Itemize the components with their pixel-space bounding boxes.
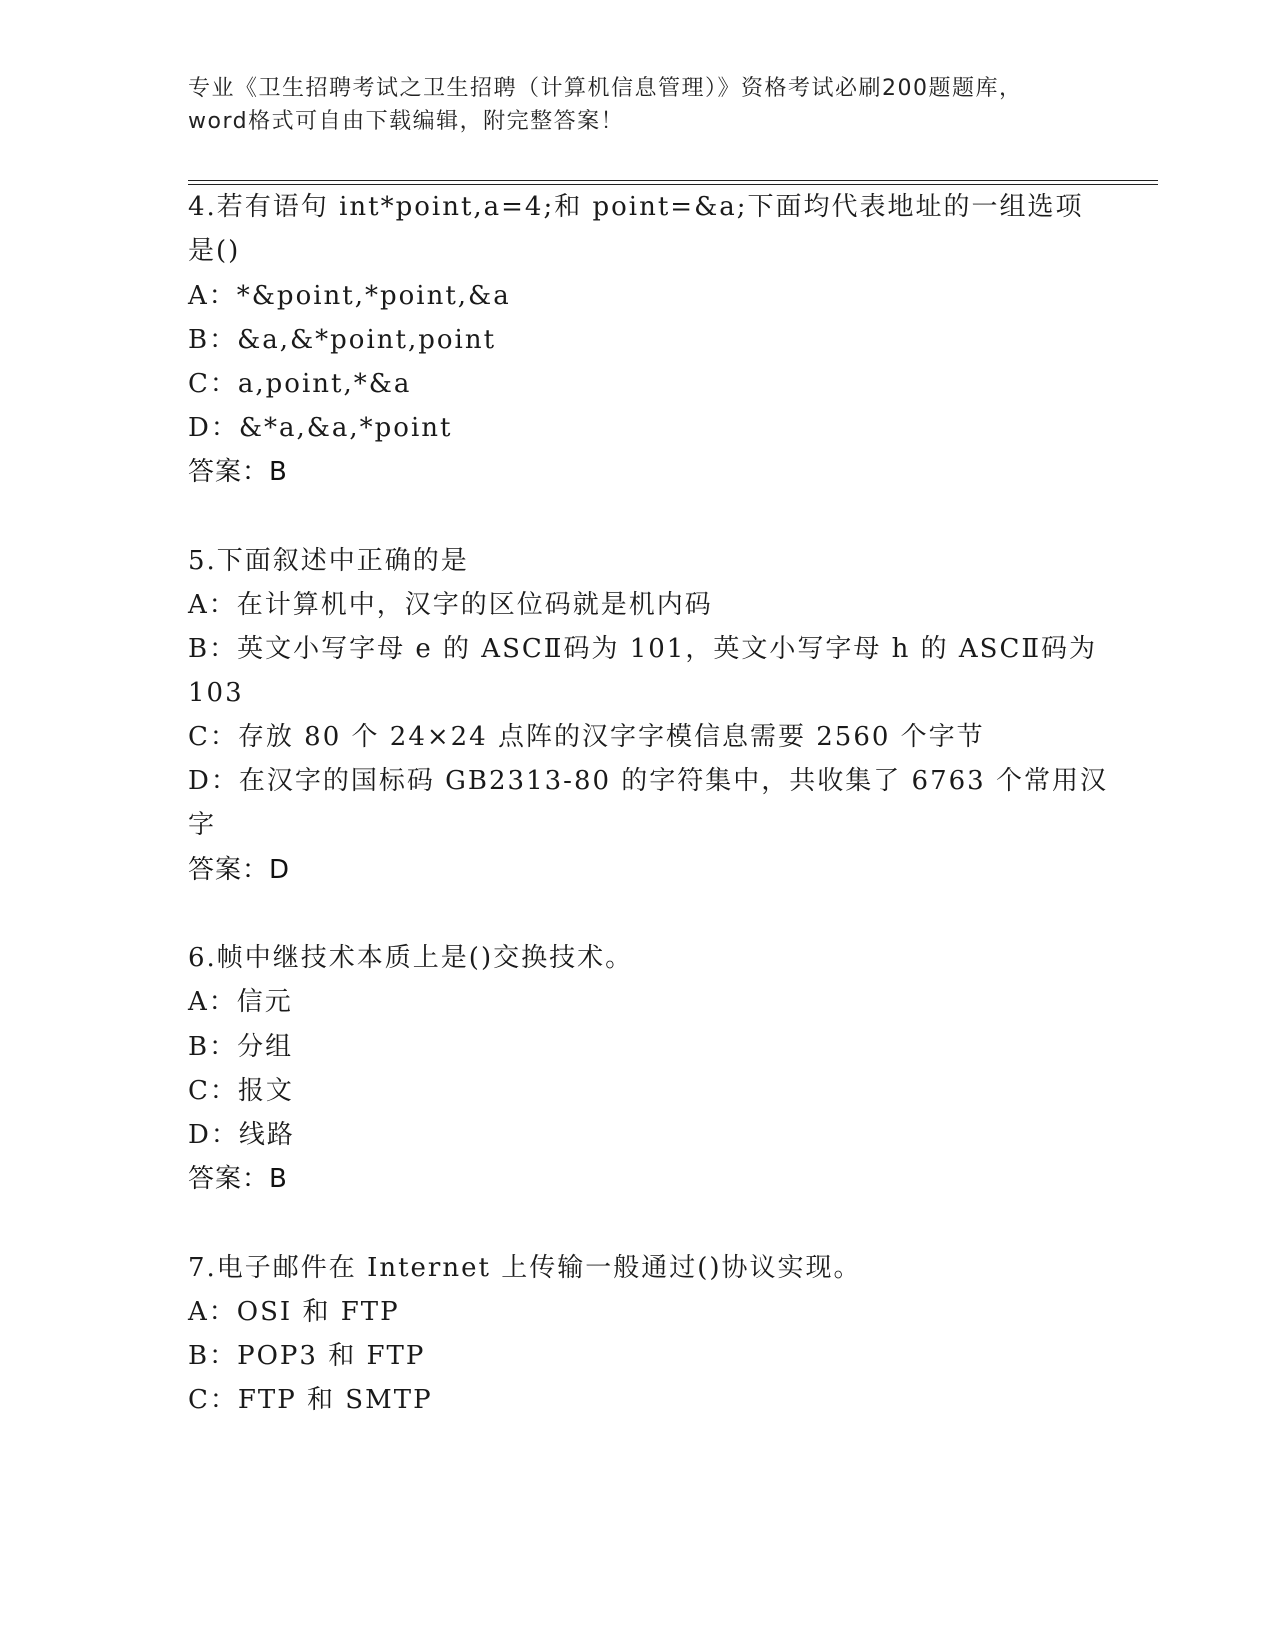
header-divider-top xyxy=(188,180,1158,181)
question-4-option-c: C：a,point,*&a xyxy=(188,369,412,399)
header-divider-bottom xyxy=(188,184,1158,185)
question-6-option-c: C：报文 xyxy=(188,1076,294,1106)
question-4-option-d: D：&*a,&a,*point xyxy=(188,413,453,443)
question-5-option-b-cont: 103 xyxy=(188,678,244,708)
question-7-stem: 7.电子邮件在 Internet 上传输一般通过()协议实现。 xyxy=(188,1253,862,1283)
question-7-option-b: B：POP3 和 FTP xyxy=(188,1341,426,1371)
question-6-answer: 答案：B xyxy=(188,1164,288,1194)
question-5-option-d-cont: 字 xyxy=(188,810,217,840)
document-header xyxy=(188,72,1088,138)
question-5-stem: 5.下面叙述中正确的是 xyxy=(188,546,469,576)
header-line-2: word格式可自由下载编辑，附完整答案！ xyxy=(188,109,625,134)
question-6-option-a: A：信元 xyxy=(188,987,293,1017)
question-4-answer: 答案：B xyxy=(188,457,288,487)
question-6-option-d: D：线路 xyxy=(188,1120,295,1150)
question-4-option-b: B：&a,&*point,point xyxy=(188,325,497,355)
question-5-answer: 答案：D xyxy=(188,855,291,885)
question-7-option-a: A：OSI 和 FTP xyxy=(188,1297,400,1327)
question-4-option-a: A：*&point,*point,&a xyxy=(188,281,511,311)
question-5-option-c: C：存放 80 个 24×24 点阵的汉字字模信息需要 2560 个字节 xyxy=(188,722,985,752)
question-5-option-a: A：在计算机中，汉字的区位码就是机内码 xyxy=(188,590,713,620)
question-7-option-c: C：FTP 和 SMTP xyxy=(188,1385,433,1415)
question-4-stem: 4.若有语句 int*point,a=4;和 point=&a;下面均代表地址的一组选项 xyxy=(188,192,1084,222)
question-6-stem: 6.帧中继技术本质上是()交换技术。 xyxy=(188,943,634,973)
question-5-option-b: B：英文小写字母 e 的 ASCⅡ码为 101，英文小写字母 h 的 ASCⅡ码为 xyxy=(188,634,1098,664)
header-line-1: 专业《卫生招聘考试之卫生招聘（计算机信息管理）》资格考试必刷200题题库， xyxy=(188,76,1023,101)
question-6-option-b: B：分组 xyxy=(188,1032,294,1062)
question-5-option-d: D：在汉字的国标码 GB2313-80 的字符集中，共收集了 6763 个常用汉 xyxy=(188,766,1108,796)
question-4-stem-cont: 是() xyxy=(188,236,241,266)
